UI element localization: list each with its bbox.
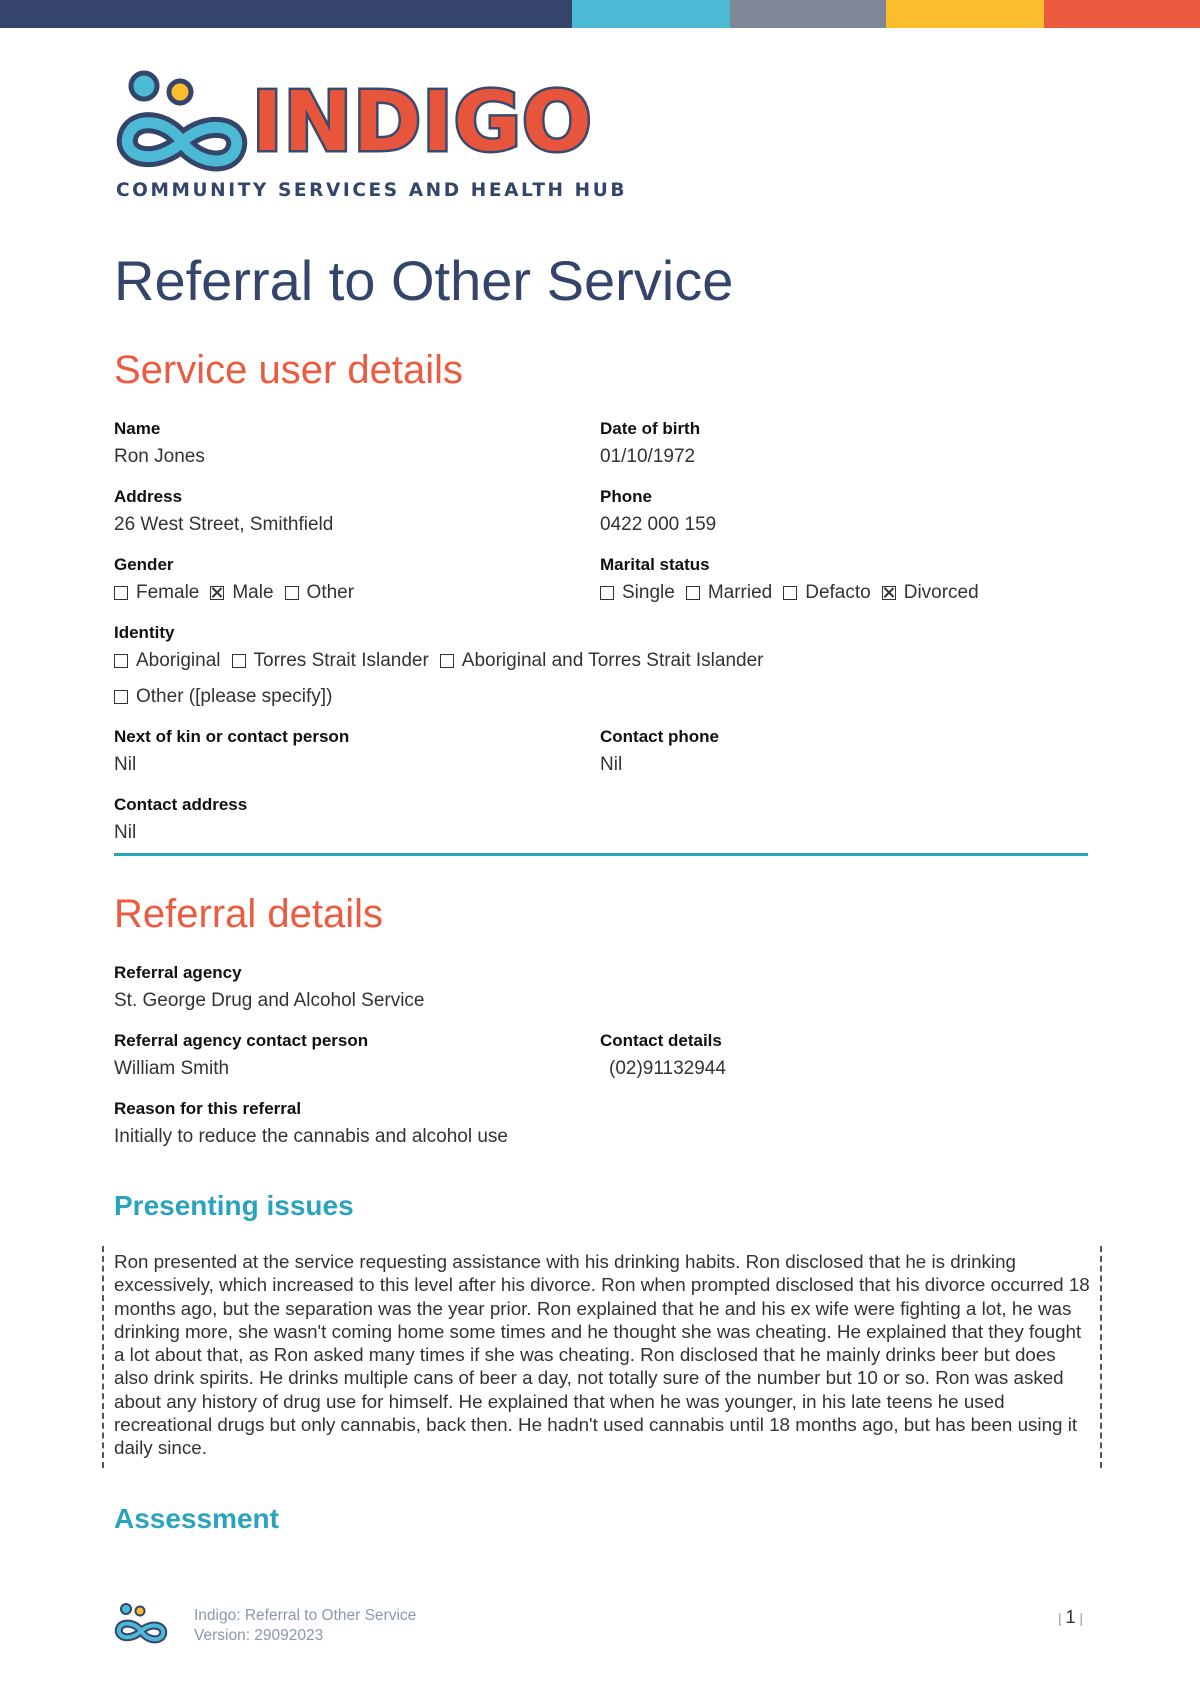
contact-address-label: Contact address xyxy=(114,795,248,814)
next-of-kin-label: Next of kin or contact person xyxy=(114,727,350,746)
assessment-heading: Assessment xyxy=(114,1503,279,1534)
section-title-referral: Referral details xyxy=(114,892,384,936)
bar-segment-yellow xyxy=(886,0,1044,28)
checkbox-unchecked-icon[interactable] xyxy=(600,586,614,600)
identity-option-both[interactable]: Aboriginal and Torres Strait Islander xyxy=(440,650,764,672)
checkbox-unchecked-icon[interactable] xyxy=(114,690,128,704)
reason-value: Initially to reduce the cannabis and alcohol use xyxy=(114,1126,508,1147)
referral-agency-label: Referral agency xyxy=(114,963,242,982)
bar-segment-teal xyxy=(572,0,730,28)
page-title: Referral to Other Service xyxy=(114,249,734,312)
checkbox-unchecked-icon[interactable] xyxy=(686,586,700,600)
address-value: 26 West Street, Smithfield xyxy=(114,514,334,535)
marital-option-single[interactable]: Single xyxy=(600,582,675,604)
identity-options-row2 xyxy=(114,686,343,708)
dob-value: 01/10/1972 xyxy=(600,446,696,467)
contact-details-label: Contact details xyxy=(600,1031,722,1050)
identity-options xyxy=(114,650,775,672)
address-label: Address xyxy=(114,487,183,506)
section-title-service-user: Service user details xyxy=(114,348,464,392)
identity-option-other[interactable]: Other ([please specify]) xyxy=(114,686,332,708)
agency-contact-label: Referral agency contact person xyxy=(114,1031,369,1050)
checkbox-unchecked-icon[interactable] xyxy=(114,654,128,668)
gender-options xyxy=(114,582,365,604)
marital-options xyxy=(600,582,990,604)
phone-label: Phone xyxy=(600,487,652,506)
gender-option-female[interactable]: Female xyxy=(114,582,199,604)
footer-logo-icon xyxy=(114,1600,168,1646)
contact-details-value: (02)91132944 xyxy=(609,1058,726,1079)
presenting-issues-text: Ron presented at the service requesting assistance with his drinking habits. Ron disclosed that he is drinking excessively, which increased to this level after his divorce. Ron when prompted disclosed that his divorce occurred 18 months ago, but the separation was the year prior. Ron explained that he and his ex wife were fighting a lot, he was drinking more, she wasn't coming home some times and he thought she was cheating. He explained that they fought a lot about that, as Ron asked many times if she was cheating. Ron disclosed that he mainly drinks beer but does also drink spirits. He drinks multiple cans of beer a day, not totally sure of the number but 10 or so. Ron was asked about any history of drug use for himself. He explained that when he was younger, in his late teens he used recreational drugs but only cannabis, back then. He hadn't used cannabis until 18 months ago, but has been using it daily since. xyxy=(114,1251,1090,1459)
contact-phone-label: Contact phone xyxy=(600,727,719,746)
presenting-issues-heading: Presenting issues xyxy=(114,1190,354,1221)
checkbox-unchecked-icon[interactable] xyxy=(285,586,299,600)
marital-option-divorced[interactable]: Divorced xyxy=(882,582,979,604)
checkbox-unchecked-icon[interactable] xyxy=(232,654,246,668)
bar-segment-coral xyxy=(1044,0,1200,28)
logo-tagline: COMMUNITY SERVICES AND HEALTH HUB xyxy=(116,180,628,201)
dob-label: Date of birth xyxy=(600,419,701,438)
checkbox-unchecked-icon[interactable] xyxy=(114,586,128,600)
next-of-kin-value: Nil xyxy=(114,754,137,775)
infinity-people-icon xyxy=(112,64,252,174)
footer-version: Version: 29092023 xyxy=(194,1627,324,1644)
logo-wordmark: INDIGO xyxy=(252,75,593,170)
bar-segment-grey xyxy=(730,0,886,28)
name-label: Name xyxy=(114,419,161,438)
gender-option-other[interactable]: Other xyxy=(285,582,355,604)
top-color-bar xyxy=(0,0,1200,28)
gender-label: Gender xyxy=(114,555,174,574)
checkbox-unchecked-icon[interactable] xyxy=(440,654,454,668)
footer-text xyxy=(194,1606,416,1646)
reason-label: Reason for this referral xyxy=(114,1099,302,1118)
identity-label: Identity xyxy=(114,623,175,642)
bar-segment-navy xyxy=(0,0,572,28)
gender-option-male[interactable]: Male xyxy=(210,582,273,604)
contact-address-value: Nil xyxy=(114,822,137,843)
section-divider xyxy=(114,853,1088,856)
checkbox-unchecked-icon[interactable] xyxy=(783,586,797,600)
page-number-value: 1 xyxy=(1065,1607,1076,1627)
marital-option-married[interactable]: Married xyxy=(686,582,772,604)
footer-doc-name: Indigo: Referral to Other Service xyxy=(194,1607,417,1624)
identity-option-aboriginal[interactable]: Aboriginal xyxy=(114,650,221,672)
phone-value: 0422 000 159 xyxy=(600,514,717,535)
page-number: | 1 | xyxy=(1058,1607,1084,1627)
marital-label: Marital status xyxy=(600,555,710,574)
marital-option-defacto[interactable]: Defacto xyxy=(783,582,870,604)
checkbox-checked-icon[interactable] xyxy=(210,586,224,600)
referral-agency-value: St. George Drug and Alcohol Service xyxy=(114,990,425,1011)
indigo-logo xyxy=(112,64,628,204)
name-value: Ron Jones xyxy=(114,446,205,467)
agency-contact-value: William Smith xyxy=(114,1058,230,1079)
identity-option-torres-strait[interactable]: Torres Strait Islander xyxy=(232,650,429,672)
contact-phone-value: Nil xyxy=(600,754,623,775)
checkbox-checked-icon[interactable] xyxy=(882,586,896,600)
